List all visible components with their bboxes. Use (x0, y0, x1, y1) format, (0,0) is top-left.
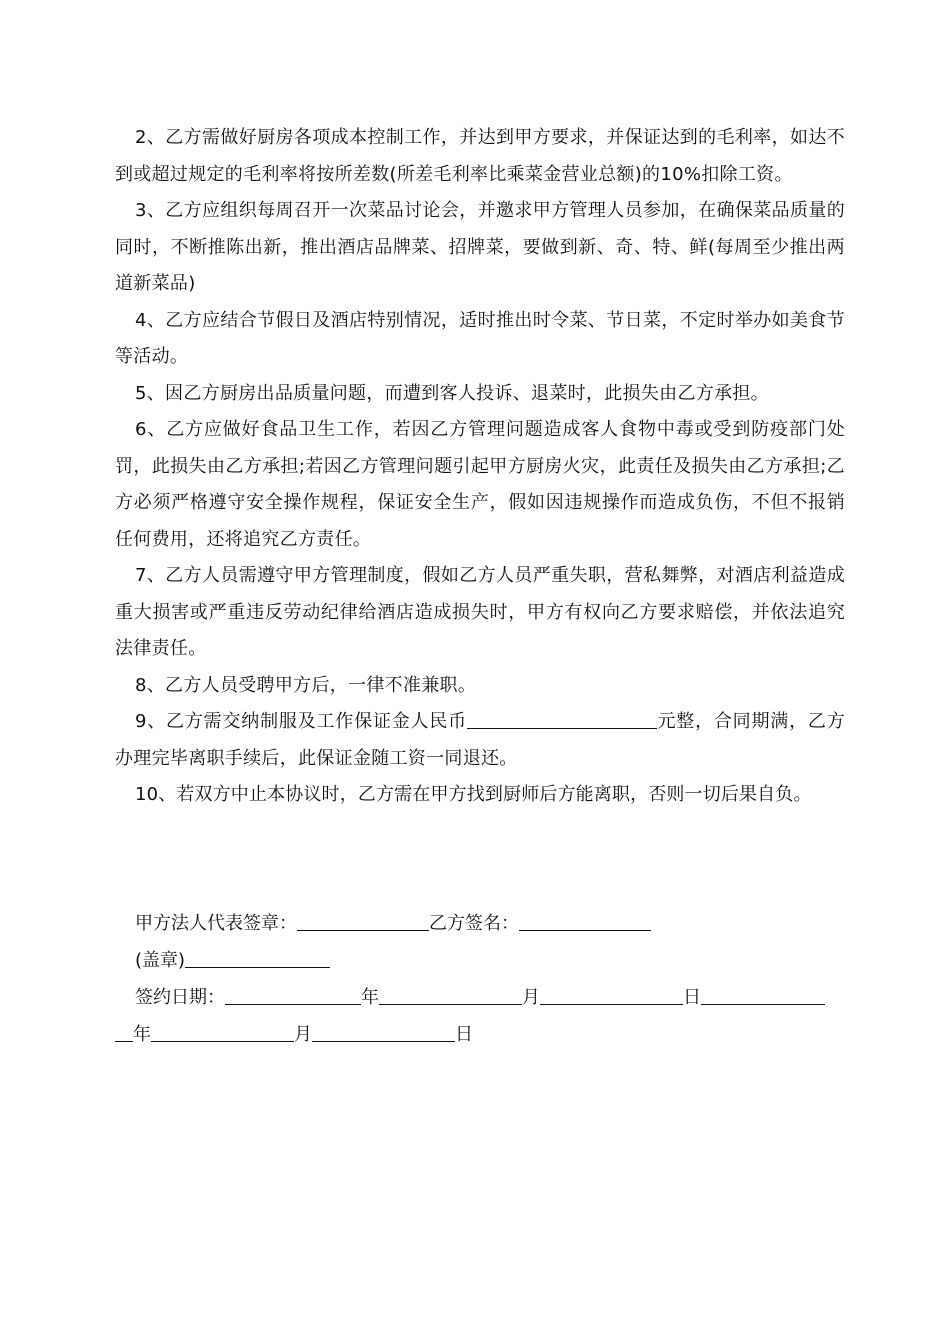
date-blank-4 (701, 986, 825, 1005)
clause-8: 8、乙方人员受聘甲方后，一律不准兼职。 (135, 674, 477, 696)
clause-4: 4、乙方应结合节假日及酒店特别情况，适时推出时令菜、节日菜，不定时举办如美食节等活动。 (115, 309, 845, 367)
clause-6: 6、乙方应做好食品卫生工作，若因乙方管理问题造成客人食物中毒或受到防疫部门处罚，此损失由乙方承担;若因乙方管理问题引起甲方厨房火灾，此责任及损失由乙方承担;乙方必须严格遵守安全操作规程，保证安全生产，假如因违规操作而造成负伤，不但不报销任何费用，还将追究乙方责任。 (115, 419, 845, 550)
party-b-label: 乙方签名： (429, 913, 519, 934)
clause-list (115, 120, 845, 814)
date-year-2: 年 (133, 1024, 151, 1045)
date-day-1: 日 (683, 987, 701, 1008)
seal-label: (盖章) (135, 950, 186, 971)
date-blank-6 (151, 1023, 294, 1042)
signature-block (115, 905, 845, 1053)
clause-3: 3、乙方应组织每周召开一次菜品讨论会，并邀求甲方管理人员参加，在确保菜品质量的同时，不断推陈出新，推出酒店品牌菜、招牌菜，要做到新、奇、特、鲜(每周至少推出两道新菜品) (115, 200, 845, 294)
signature-line-parties (115, 905, 845, 942)
seal-blank (185, 949, 330, 968)
date-month-1: 月 (522, 987, 540, 1008)
clause-5: 5、因乙方厨房出品质量问题，而遭到客人投诉、退菜时，此损失由乙方承担。 (135, 382, 769, 404)
clause-10: 10、若双方中止本协议时，乙方需在甲方找到厨师后方能离职，否则一切后果自负。 (135, 784, 812, 805)
party-a-label: 甲方法人代表签章： (135, 913, 297, 934)
signature-line-date (115, 979, 845, 1016)
clause-9-text-after: 元整，合同期满，乙方办理完毕离职手续后，此保证金随工资一同退还。 (115, 711, 846, 769)
date-month-2: 月 (294, 1024, 312, 1045)
deposit-amount-blank (467, 710, 657, 729)
date-year-1: 年 (361, 987, 379, 1008)
date-label: 签约日期： (135, 987, 225, 1008)
date-blank-2 (379, 986, 522, 1005)
party-b-signature-blank (519, 912, 651, 931)
signature-line-date-2 (115, 1016, 845, 1053)
date-blank-7 (312, 1023, 455, 1042)
date-blank-1 (225, 986, 361, 1005)
clause-9 (115, 704, 845, 777)
party-a-signature-blank (297, 912, 429, 931)
clause-2: 2、乙方需做好厨房各项成本控制工作，并达到甲方要求，并保证达到的毛利率，如达不到或超过规定的毛利率将按所差数(所差毛利率比乘菜金营业总额)的10%扣除工资。 (115, 127, 845, 185)
clause-7: 7、乙方人员需遵守甲方管理制度，假如乙方人员严重失职，营私舞弊，对酒店利益造成重大损害或严重违反劳动纪律给酒店造成损失时，甲方有权向乙方要求赔偿，并依法追究法律责任。 (115, 565, 845, 659)
date-day-2: 日 (455, 1024, 473, 1045)
date-blank-5 (115, 1023, 133, 1042)
clause-9-text-before: 9、乙方需交纳制服及工作保证金人民币 (135, 711, 467, 732)
date-blank-3 (540, 986, 683, 1005)
signature-line-seal (115, 942, 845, 979)
